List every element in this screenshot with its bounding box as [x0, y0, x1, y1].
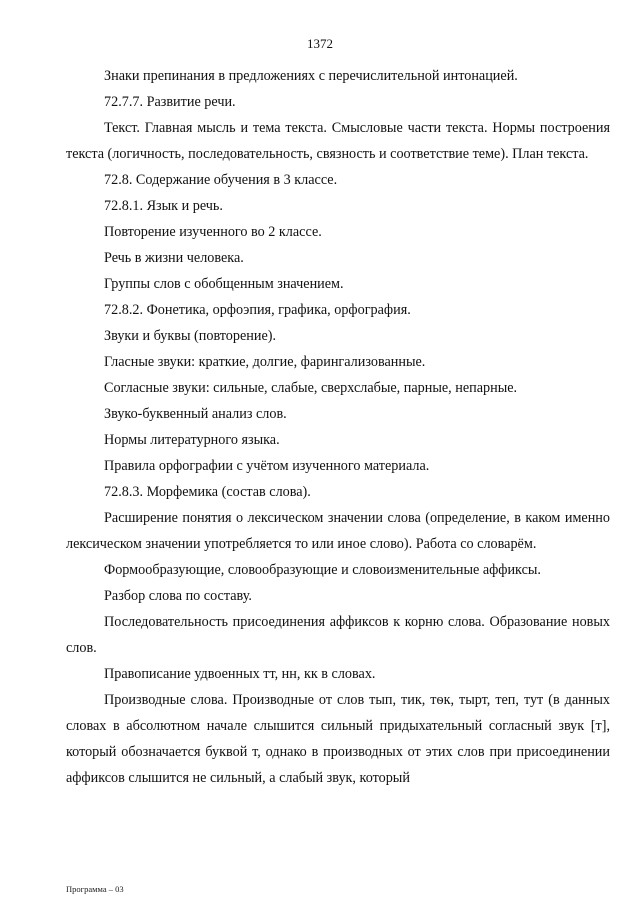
page-footer: Программа – 03: [66, 884, 124, 894]
section-heading: 72.8.2. Фонетика, орфоэпия, графика, орфография.: [104, 302, 411, 318]
paragraph: Речь в жизни человека.: [104, 250, 244, 266]
paragraph: Разбор слова по составу.: [104, 588, 252, 604]
paragraph: Гласные звуки: краткие, долгие, фарингализованные.: [104, 354, 426, 370]
paragraph: Текст. Главная мысль и тема текста. Смысловые части текста. Нормы построения текста (логичность, последовательность, связность и соответствие теме). План текста.: [66, 120, 610, 162]
paragraph: Производные слова. Производные от слов тып, тик, тѳк, тырт, теп, тут (в данных словах в абсолютном начале слышится сильный придыхательный согласный звук [т], который обозначается буквой т, однако в производных от этих слов при присоединении аффиксов слышится не сильный, а слабый звук, который: [66, 692, 610, 786]
section-heading: 72.7.7. Развитие речи.: [104, 94, 236, 110]
paragraph: Формообразующие, словообразующие и словоизменительные аффиксы.: [104, 562, 541, 578]
paragraph: Повторение изученного во 2 классе.: [104, 224, 322, 240]
paragraph: Согласные звуки: сильные, слабые, сверхслабые, парные, непарные.: [104, 380, 518, 396]
paragraph: Правописание удвоенных тт, нн, кк в словах.: [104, 666, 376, 682]
paragraph: Звуко-буквенный анализ слов.: [104, 406, 287, 422]
page-number: 1372: [307, 36, 333, 51]
paragraph: Правила орфографии с учётом изученного материала.: [104, 458, 430, 474]
paragraph: Знаки препинания в предложениях с перечислительной интонацией.: [104, 68, 518, 84]
section-heading: 72.8.1. Язык и речь.: [104, 198, 223, 214]
paragraph: Расширение понятия о лексическом значении слова (определение, в каком именно лексическом значении употребляется то или иное слово). Работа со словарём.: [66, 510, 610, 552]
paragraph: Звуки и буквы (повторение).: [104, 328, 277, 344]
paragraph: Нормы литературного языка.: [104, 432, 280, 448]
section-heading: 72.8. Содержание обучения в 3 классе.: [104, 172, 338, 188]
paragraph: Группы слов с обобщенным значением.: [104, 276, 344, 292]
section-heading: 72.8.3. Морфемика (состав слова).: [104, 484, 311, 500]
document-body: [66, 63, 610, 791]
paragraph: Последовательность присоединения аффиксов к корню слова. Образование новых слов.: [66, 614, 610, 656]
